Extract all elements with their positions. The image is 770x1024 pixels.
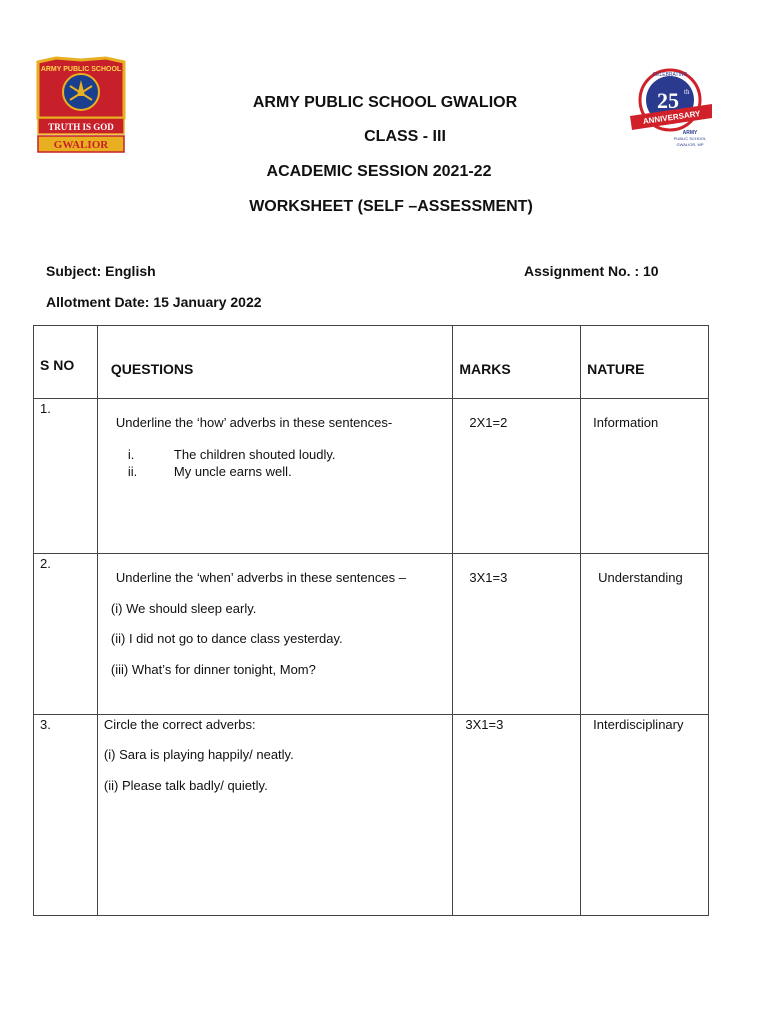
marks-value: 3X1=3 xyxy=(465,717,504,732)
header-sno: S NO xyxy=(40,357,75,373)
class-title: CLASS - III xyxy=(364,128,446,145)
nature-value: Understanding xyxy=(598,570,683,585)
item-number: i. xyxy=(127,447,135,462)
worksheet-table xyxy=(33,325,709,916)
item-text: (i) We should sleep early. xyxy=(110,601,257,616)
header-nature: NATURE xyxy=(587,361,645,377)
item-text: The children shouted loudly. xyxy=(173,447,336,462)
anniv-top-text: CELEBRATING xyxy=(652,72,688,78)
marks-value: 2X1=2 xyxy=(469,415,508,430)
school-title: ARMY PUBLIC SCHOOL GWALIOR xyxy=(252,94,518,111)
nature-value: Interdisciplinary xyxy=(593,717,684,732)
nature-value: Information xyxy=(593,415,659,430)
anniv-sub2: PUBLIC SCHOOL xyxy=(673,136,707,141)
question-text: Underline the ‘how’ adverbs in these sentences- xyxy=(115,415,393,430)
item-text: (ii) I did not go to dance class yesterday. xyxy=(110,631,343,646)
crest-motto: TRUTH IS GOD xyxy=(48,122,114,132)
question-text: Circle the correct adverbs: xyxy=(103,717,256,732)
subject-label: Subject: English xyxy=(46,263,156,279)
allotment-date: Allotment Date: 15 January 2022 xyxy=(46,294,262,310)
question-text: Underline the ‘when’ adverbs in these sentences – xyxy=(115,570,406,585)
anniv-banner: ANNIVERSARY xyxy=(642,109,701,127)
table-row xyxy=(34,715,709,916)
table-header-row xyxy=(34,326,709,399)
anniv-sub1: ARMY xyxy=(682,130,698,136)
table-row xyxy=(34,399,709,554)
item-text: (iii) What’s for dinner tonight, Mom? xyxy=(110,662,316,677)
crest-top-text: ARMY PUBLIC SCHOOL xyxy=(40,66,122,73)
anniv-number: 25 xyxy=(657,88,679,113)
session-title: ACADEMIC SESSION 2021-22 xyxy=(266,163,492,180)
assignment-label: Assignment No. : 10 xyxy=(524,263,659,279)
crest-city: GWALIOR xyxy=(53,139,109,151)
anniv-sub3: GWALIOR, MP xyxy=(676,142,704,147)
item-number: ii. xyxy=(127,464,138,479)
anniv-th: th xyxy=(684,88,690,96)
row-sno: 2. xyxy=(40,556,51,571)
marks-value: 3X1=3 xyxy=(469,570,508,585)
row-sno: 3. xyxy=(40,717,51,732)
table-row xyxy=(34,554,709,715)
item-text: (i) Sara is playing happily/ neatly. xyxy=(103,747,294,762)
header-questions: QUESTIONS xyxy=(110,361,194,377)
worksheet-title: WORKSHEET (SELF –ASSESSMENT) xyxy=(249,198,533,215)
item-text: My uncle earns well. xyxy=(173,464,292,479)
row-sno: 1. xyxy=(40,401,51,416)
header-marks: MARKS xyxy=(459,361,511,377)
item-text: (ii) Please talk badly/ quietly. xyxy=(103,778,268,793)
